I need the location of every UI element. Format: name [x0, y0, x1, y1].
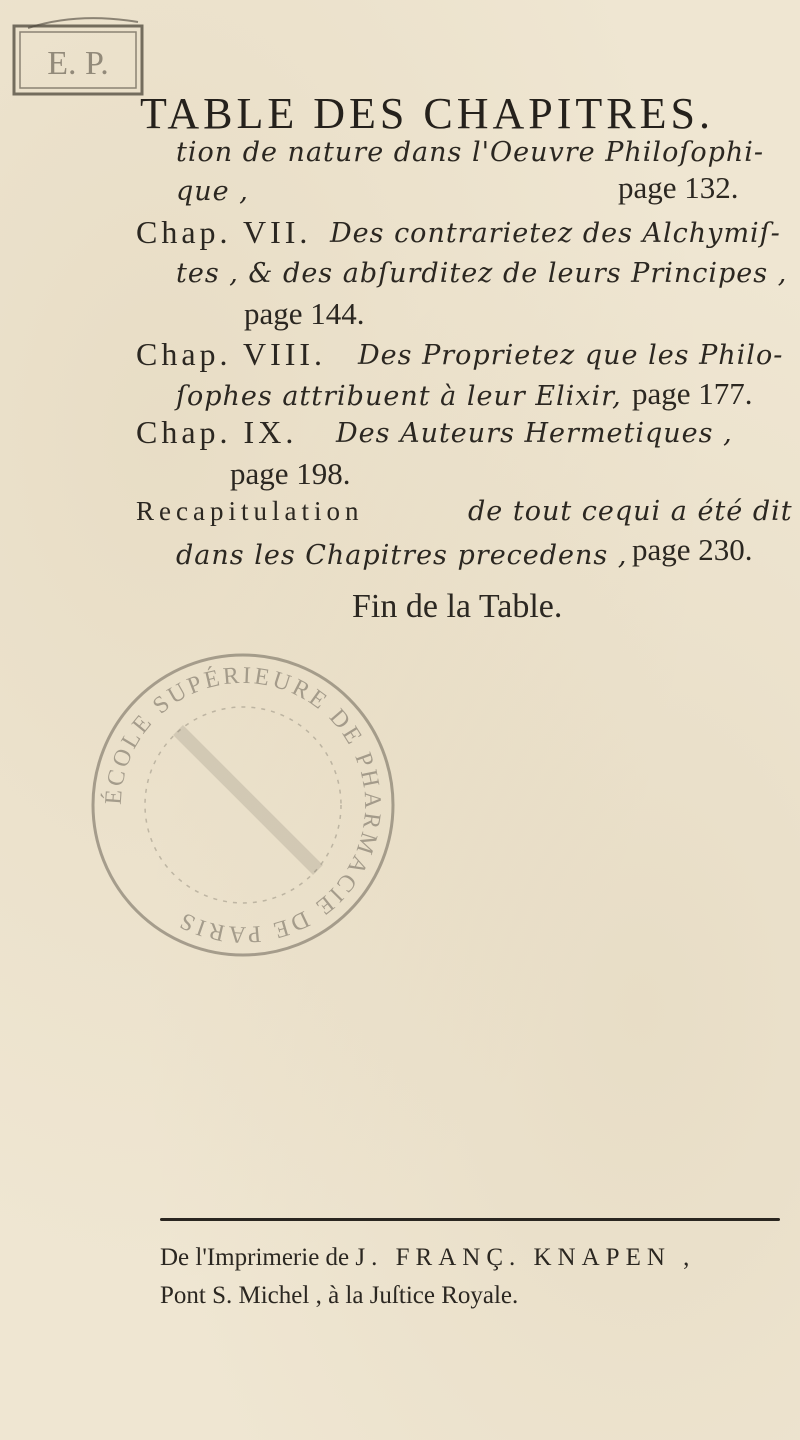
imprint-line-1	[160, 1244, 695, 1272]
library-stamp-round	[78, 640, 408, 970]
toc-line: que ,	[176, 176, 249, 207]
toc-page-ref: page 230.	[632, 532, 753, 567]
horizontal-rule	[160, 1218, 780, 1221]
toc-page-ref: page 144.	[244, 296, 365, 331]
toc-line: Des Proprietez que les Philo-	[358, 340, 784, 371]
toc-line: ſophes attribuent à leur Elixir,	[176, 381, 622, 412]
toc-page-ref: page 177.	[632, 376, 753, 411]
toc-page-ref: page 198.	[230, 456, 351, 491]
chapter-number: Chap. VII.	[136, 214, 312, 250]
recapitulation-heading: Recapitulation	[136, 496, 364, 526]
imprint-printer-name: J. FRANÇ. KNAPEN ,	[355, 1244, 696, 1271]
toc-line: dans les Chapitres precedens ,	[176, 540, 628, 571]
svg-text:ÉCOLE SUPÉRIEURE DE PHARMACIE: ÉCOLE SUPÉRIEURE DE PHARMACIE DE PARIS	[100, 662, 386, 948]
toc-line: tes , & des abſurditez de leurs Principes ,	[176, 258, 788, 289]
imprint-printer-label: De l'Imprimerie de	[160, 1244, 350, 1271]
library-stamp-corner	[8, 8, 148, 100]
toc-line: de tout cequi a été dit	[468, 496, 793, 527]
svg-text:E. P.: E. P.	[47, 45, 109, 82]
page-title: TABLE DES CHAPITRES.	[140, 89, 714, 138]
end-of-table: Fin de la Table.	[352, 588, 563, 625]
chapter-number: Chap. IX.	[136, 414, 298, 450]
chapter-number: Chap. VIII.	[136, 336, 327, 372]
toc-line: tion de nature dans l'Oeuvre Philoſophi-	[176, 137, 765, 168]
toc-line: Des Auteurs Hermetiques ,	[336, 418, 733, 449]
imprint-line-2: Pont S. Michel , à la Juſtice Royale.	[160, 1282, 519, 1309]
toc-page-ref: page 132.	[618, 170, 739, 205]
toc-line: Des contrarietez des Alchymiſ-	[330, 218, 781, 249]
